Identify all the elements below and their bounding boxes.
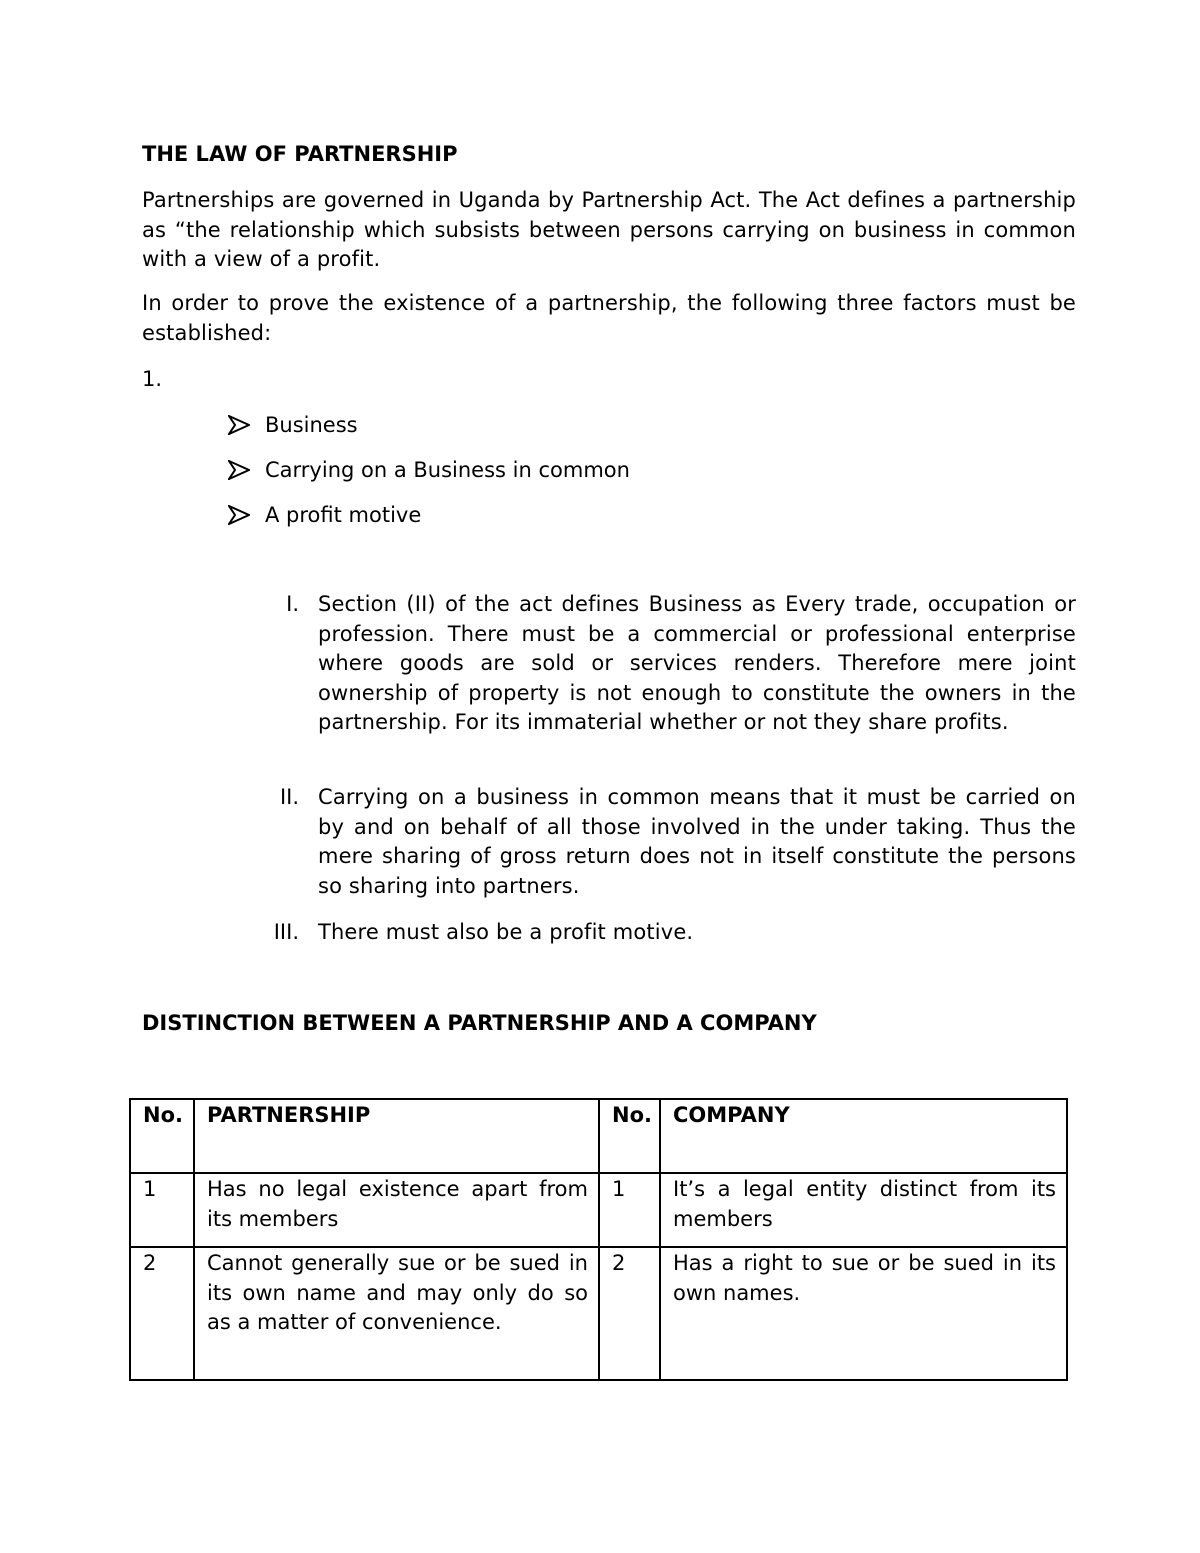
bullet-text: A profit motive [265,503,422,527]
table-cell: Cannot generally sue or be sued in its own name and may only do so as a matter of convenience. [194,1247,599,1380]
table-cell: 2 [599,1247,660,1380]
page-title: THE LAW OF PARTNERSHIP [142,142,458,166]
factors-intro-paragraph: In order to prove the existence of a partnership, the following three factors must be established: [142,291,1076,345]
header-cell: COMPANY [660,1099,1067,1173]
table-cell: It’s a legal entity distinct from its members [660,1173,1067,1247]
bullet-item [228,499,421,530]
list-number: 1. [142,367,163,391]
header-cell: No. [599,1099,660,1173]
table-cell: Has no legal existence apart from its members [194,1173,599,1247]
table-row [130,1173,1067,1247]
table-cell: Has a right to sue or be sued in its own names. [660,1247,1067,1380]
arrow-bullet-icon [228,505,254,525]
arrow-bullet-icon [228,415,254,435]
header-cell: No. [130,1099,194,1173]
header-cell: PARTNERSHIP [194,1099,599,1173]
roman-numeral: I. [286,592,299,616]
bullet-item [228,409,358,440]
table-row [130,1247,1067,1380]
arrow-bullet-icon [228,460,254,480]
roman-item-text: There must also be a profit motive. [318,920,694,944]
bullet-text: Carrying on a Business in common [265,458,630,482]
roman-item-text: Carrying on a business in common means that it must be carried on by and on behalf of all those involved in the under taking. Thus the mere sharing of gross return does not in itself constitute the persons so sharing into partners. [318,785,1076,898]
roman-numeral: III. [273,920,299,944]
table-header-row [130,1099,1067,1173]
intro-paragraph: Partnerships are governed in Uganda by Partnership Act. The Act defines a partnership as “the relationship which subsists between persons carrying on business in common with a view of a profit. [142,188,1076,271]
bullet-item [228,454,630,485]
roman-item-text: Section (II) of the act defines Business as Every trade, occupation or profession. There must be a commercial or professional enterprise where goods are sold or services renders. Therefore mere joint ownership of property is not enough to constitute the owners in the partnership. For its immaterial whether or not they share profits. [318,592,1076,734]
section-title: DISTINCTION BETWEEN A PARTNERSHIP AND A COMPANY [142,1011,817,1035]
table-cell: 1 [599,1173,660,1247]
roman-numeral: II. [279,785,299,809]
comparison-table [129,1098,1068,1381]
table-cell: 2 [130,1247,194,1380]
bullet-text: Business [265,413,358,437]
table-cell: 1 [130,1173,194,1247]
